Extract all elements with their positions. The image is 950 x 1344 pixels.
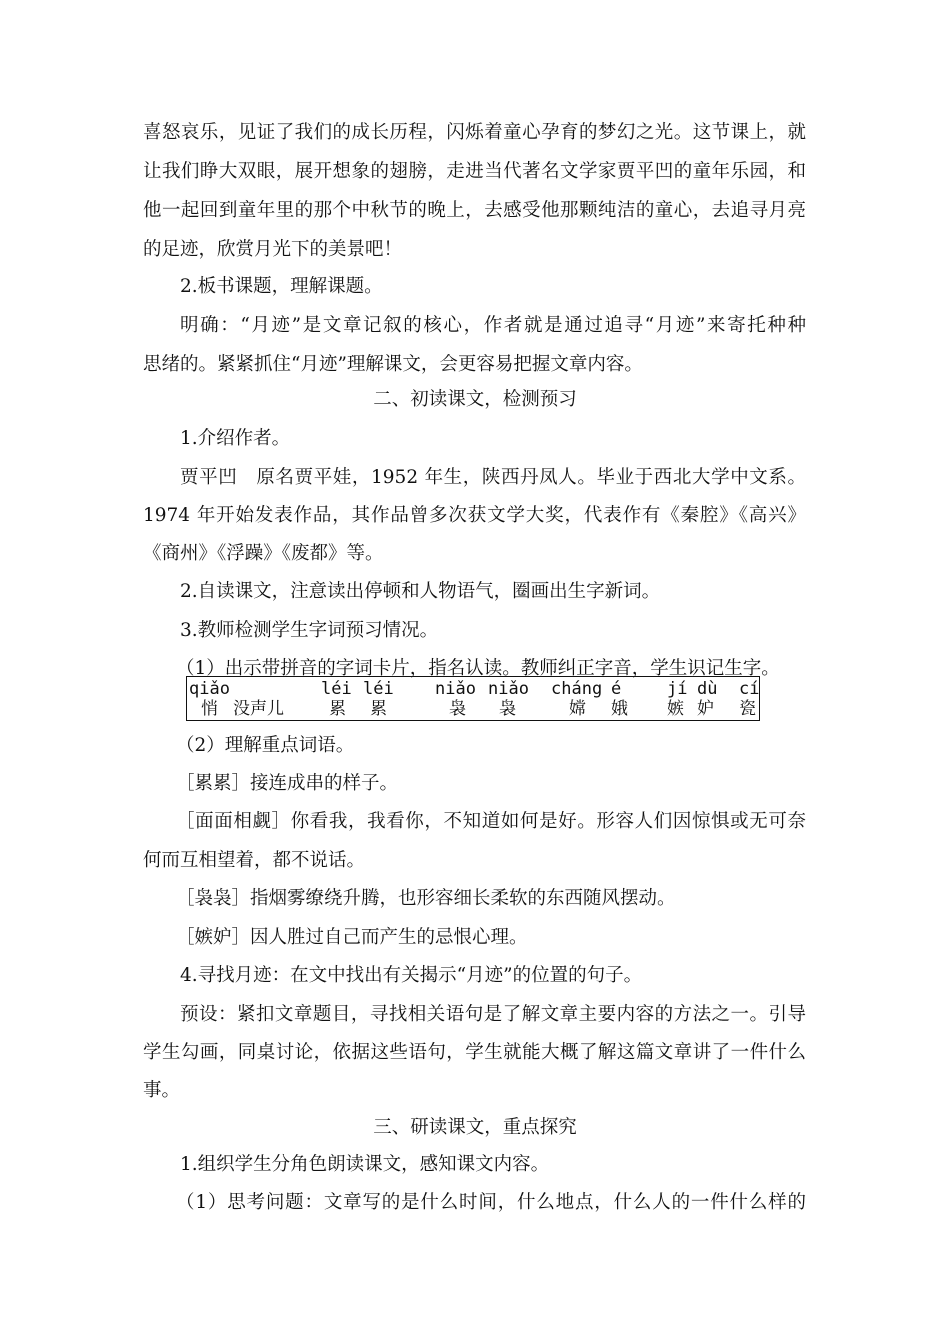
- paragraph-line: 2.自读课文，注意读出停顿和人物语气，圈画出生字新词。: [180, 581, 661, 602]
- paragraph-line: 4.寻找月迹：在文中找出有关揭示“月迹”的位置的句子。: [180, 965, 643, 986]
- paragraph-line: 1.介绍作者。: [180, 428, 291, 449]
- paragraph-line: ［嫉妒］因人胜过自己而产生的忌恨心理。: [176, 927, 528, 948]
- paragraph-line: 让我们睁大双眼，展开想象的翅膀，走进当代著名文学家贾平凹的童年乐园，和: [143, 161, 806, 182]
- paragraph-line: 3.教师检测学生字词预习情况。: [180, 620, 439, 641]
- pinyin-text: jí: [667, 679, 688, 699]
- hanzi-text: 悄: [201, 699, 218, 719]
- paragraph-line: 1974 年开始发表作品，其作品曾多次获文学大奖，代表作有《秦腔》《高兴》: [143, 505, 806, 526]
- paragraph-line: 喜怒哀乐，见证了我们的成长历程，闪烁着童心孕育的梦幻之光。这节课上，就: [143, 122, 806, 143]
- pinyin-text: cí: [739, 679, 760, 699]
- paragraph-line: 《商州》《浮躁》《废都》等。: [143, 543, 384, 564]
- paragraph-line: 的足迹，欣赏月光下的美景吧！: [143, 239, 403, 260]
- paragraph-line: ［累累］接连成串的样子。: [176, 773, 399, 794]
- paragraph-line: 事。: [143, 1080, 181, 1101]
- hanzi-text: 娥: [611, 699, 628, 719]
- hanzi-text: 嫦: [569, 699, 586, 719]
- hanzi-text: 妒: [697, 699, 714, 719]
- pinyin-text: qiǎo: [189, 679, 230, 699]
- paragraph-line: 2.板书课题，理解课题。: [180, 276, 383, 297]
- pinyin-text: dù: [697, 679, 718, 699]
- hanzi-text: 累: [370, 699, 387, 719]
- hanzi-text: 瓷: [739, 699, 756, 719]
- hanzi-text: 袅: [499, 699, 516, 719]
- hanzi-text: 没声儿: [233, 699, 284, 719]
- paragraph-line: （2）理解重点词语。: [176, 735, 355, 756]
- paragraph-line: 预设：紧扣文章题目，寻找相关语句是了解文章主要内容的方法之一。引导: [180, 1004, 806, 1025]
- paragraph-line: 明确：“月迹”是文章记叙的核心，作者就是通过追寻“月迹”来寄托种种: [180, 315, 806, 336]
- paragraph-line: 他一起回到童年里的那个中秋节的晚上，去感受他那颗纯洁的童心，去追寻月亮: [143, 200, 806, 221]
- pinyin-text: léi: [363, 679, 394, 699]
- section-heading: 二、初读课文，检测预习: [373, 389, 577, 410]
- paragraph-line: 1.组织学生分角色朗读课文，感知课文内容。: [180, 1154, 550, 1175]
- pinyin-text: léi: [321, 679, 352, 699]
- paragraph-line: （1）思考问题：文章写的是什么时间，什么地点，什么人的一件什么样的: [176, 1192, 806, 1213]
- pinyin-word-card: [186, 676, 760, 721]
- hanzi-text: 袅: [449, 699, 466, 719]
- pinyin-text: niǎo: [488, 679, 529, 699]
- paragraph-line: （1）出示带拼音的字词卡片，指名认读。教师纠正字音，学生识记生字。: [176, 658, 780, 679]
- section-heading: 三、研读课文，重点探究: [373, 1117, 577, 1138]
- pinyin-text: é: [611, 679, 622, 699]
- paragraph-line: ［面面相觑］你看我，我看你，不知道如何是好。形容人们因惊惧或无可奈: [176, 811, 806, 832]
- hanzi-text: 累: [329, 699, 346, 719]
- pinyin-text: cháng: [551, 679, 603, 699]
- paragraph-line: 贾平凹 原名贾平娃，1952 年生，陕西丹凤人。毕业于西北大学中文系。: [180, 467, 806, 488]
- hanzi-text: 嫉: [667, 699, 684, 719]
- paragraph-line: 学生勾画，同桌讨论，依据这些语句，学生就能大概了解这篇文章讲了一件什么: [143, 1042, 806, 1063]
- pinyin-text: niǎo: [435, 679, 476, 699]
- paragraph-line: 思绪的。紧紧抓住“月迹”理解课文，会更容易把握文章内容。: [143, 354, 643, 375]
- paragraph-line: ［袅袅］指烟雾缭绕升腾，也形容细长柔软的东西随风摆动。: [176, 888, 676, 909]
- paragraph-line: 何而互相望着，都不说话。: [143, 850, 366, 871]
